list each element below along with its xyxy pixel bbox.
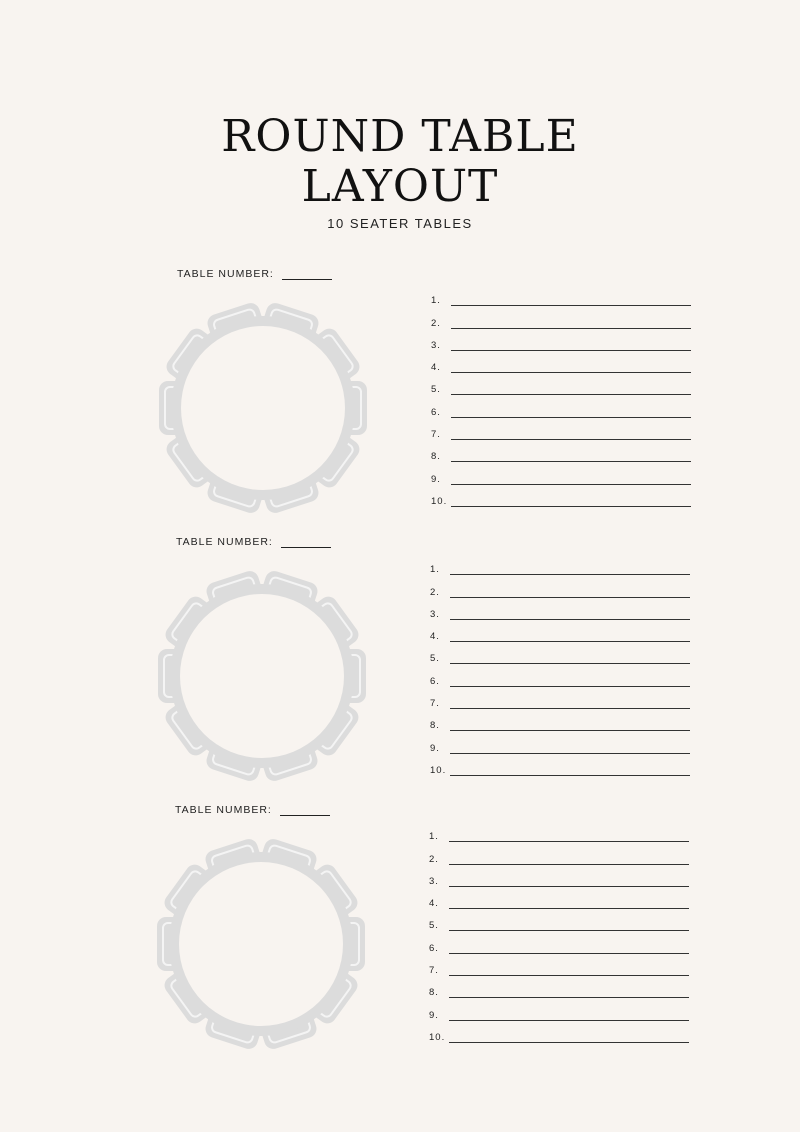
seat-number: 2.: [429, 853, 439, 865]
seat-row: [430, 598, 690, 620]
seat-number: 4.: [431, 362, 441, 374]
seat-row: [431, 329, 691, 351]
seat-number: 8.: [430, 720, 440, 732]
table-number-label: TABLE NUMBER:: [176, 536, 273, 548]
seat-row: [431, 418, 691, 440]
seat-number: 3.: [429, 875, 439, 887]
seat-number: 8.: [431, 451, 441, 463]
page-subtitle: 10 SEATER TABLES: [327, 216, 473, 231]
seat-row: [431, 306, 691, 328]
guest-name-line[interactable]: [450, 774, 690, 776]
seat-row: [429, 842, 689, 864]
seat-row: [430, 575, 690, 597]
seat-row: [429, 887, 689, 909]
seat-number: 5.: [430, 653, 440, 665]
table-number-label: TABLE NUMBER:: [175, 804, 272, 816]
seat-number: 5.: [429, 920, 439, 932]
seat-row: [430, 687, 690, 709]
seat-number: 7.: [431, 429, 441, 441]
seat-row: [429, 1021, 689, 1043]
table-number-input-line[interactable]: [281, 538, 331, 548]
round-table-illustration: [153, 298, 373, 518]
round-table-illustration: [152, 566, 372, 786]
seat-row: [431, 351, 691, 373]
table-number-input-line[interactable]: [282, 270, 332, 280]
seat-row: [429, 976, 689, 998]
seat-number: 8.: [429, 987, 439, 999]
seat-number: 6.: [429, 942, 439, 954]
seat-number: 2.: [431, 317, 441, 329]
seat-number: 6.: [431, 406, 441, 418]
seat-number: 3.: [431, 339, 441, 351]
seat-row: [429, 954, 689, 976]
seat-number: 1.: [429, 831, 439, 843]
seat-row: [431, 462, 691, 484]
seat-number: 7.: [429, 965, 439, 977]
seat-row: [431, 485, 691, 507]
table-number-field: [176, 536, 331, 548]
table-number-field: [175, 804, 330, 816]
seat-row: [430, 709, 690, 731]
seat-row: [430, 642, 690, 664]
seat-number: 5.: [431, 384, 441, 396]
seat-number: 9.: [431, 473, 441, 485]
seat-number: 6.: [430, 675, 440, 687]
seat-row: [430, 731, 690, 753]
seat-number: 7.: [430, 698, 440, 710]
seat-row: [429, 931, 689, 953]
seat-row: [429, 820, 689, 842]
seat-number: 1.: [430, 564, 440, 576]
seat-row: [430, 553, 690, 575]
seat-number: 4.: [429, 898, 439, 910]
seat-number: 3.: [430, 608, 440, 620]
seat-list: [431, 284, 691, 507]
seat-row: [431, 395, 691, 417]
table-number-input-line[interactable]: [280, 806, 330, 816]
seat-number: 10.: [431, 495, 448, 507]
guest-name-line[interactable]: [449, 1041, 689, 1043]
seat-list: [429, 820, 689, 1043]
seat-number: 9.: [429, 1009, 439, 1021]
title-line-1: ROUND TABLE: [221, 111, 579, 162]
seat-row: [431, 373, 691, 395]
seat-row: [431, 284, 691, 306]
seat-list: [430, 553, 690, 776]
seat-number: 10.: [430, 764, 447, 776]
seat-number: 9.: [430, 742, 440, 754]
seat-row: [429, 909, 689, 931]
seat-number: 2.: [430, 586, 440, 598]
seat-row: [430, 620, 690, 642]
seat-row: [429, 865, 689, 887]
round-table-illustration: [151, 834, 371, 1054]
seat-number: 1.: [431, 295, 441, 307]
table-top: [180, 594, 344, 758]
table-top: [179, 862, 343, 1026]
seat-row: [430, 754, 690, 776]
seat-number: 10.: [429, 1031, 446, 1043]
guest-name-line[interactable]: [451, 505, 691, 507]
seat-row: [430, 664, 690, 686]
table-number-label: TABLE NUMBER:: [177, 268, 274, 280]
seat-row: [431, 440, 691, 462]
seat-number: 4.: [430, 631, 440, 643]
seat-row: [429, 998, 689, 1020]
title-line-2: LAYOUT: [301, 161, 499, 212]
table-number-field: [177, 268, 332, 280]
table-top: [181, 326, 345, 490]
